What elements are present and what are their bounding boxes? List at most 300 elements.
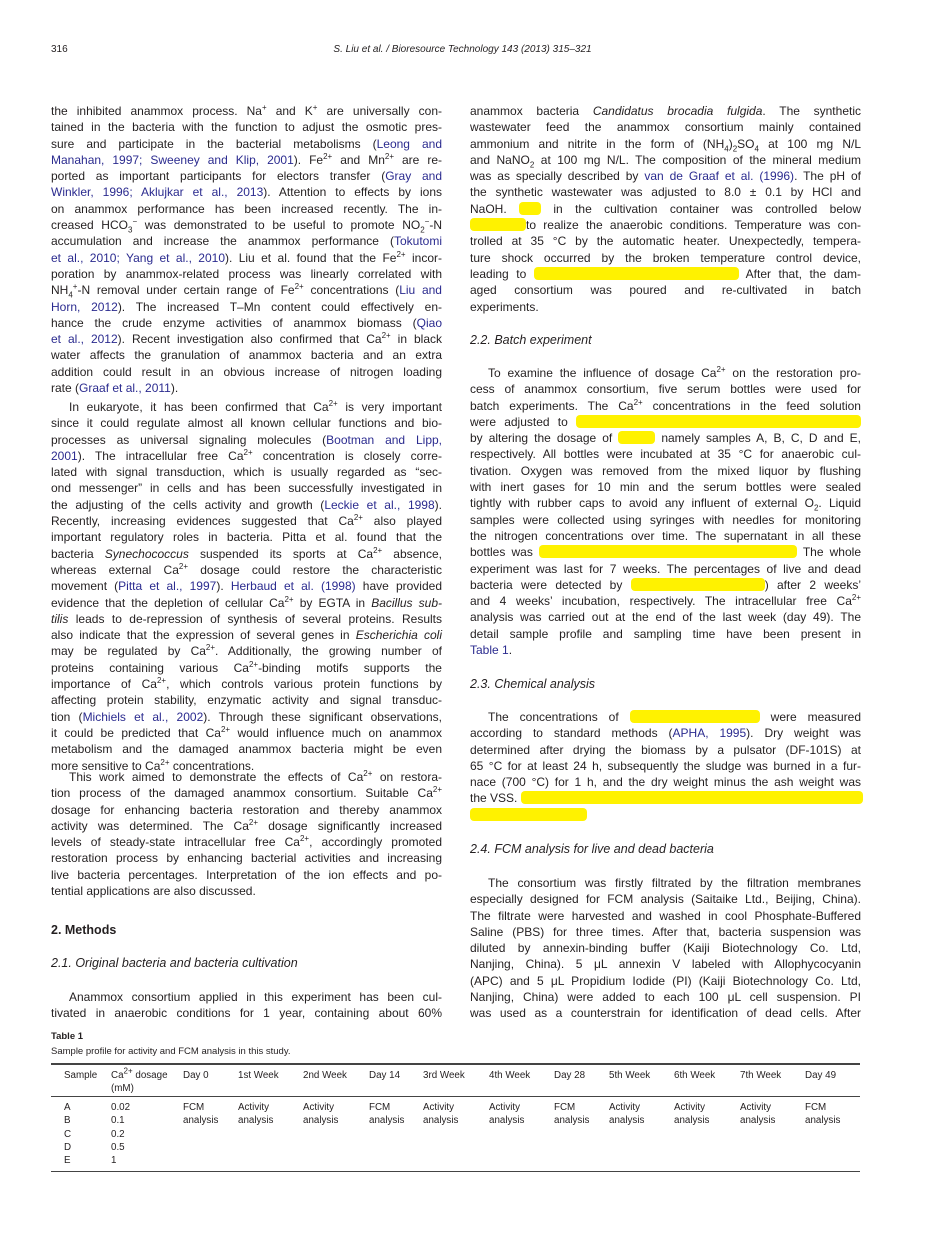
table-cell-analysis: Activity analysis: [303, 1102, 339, 1126]
text-run: important regulatory roles in bacteria. Pitta et al. found that the: [51, 530, 442, 545]
text-line: [51, 611, 442, 627]
text-run: is very important: [337, 400, 443, 414]
text-line: [470, 136, 861, 152]
text-line: [51, 785, 442, 801]
text-line: [51, 480, 442, 496]
text-run: concentration is closely corre-: [252, 448, 442, 463]
text-run: -N: [429, 218, 442, 233]
text-line: [51, 119, 442, 135]
text-run: affecting protein stability, enzymatic activity and signal transduc-: [51, 693, 442, 708]
superscript: 2+: [160, 757, 170, 767]
text-line: [51, 989, 442, 1005]
paragraph-2-1-start: [51, 989, 442, 1022]
italic-text: Escherichia coli: [355, 628, 442, 643]
table-header-time: 1st Week: [238, 1070, 279, 1081]
text-run: may be regulated by Ca: [51, 644, 206, 659]
superscript: −: [424, 217, 430, 227]
text-run: the nitrogen concentrations over time. The supernatant in all these: [470, 528, 861, 543]
text-run: wastewater feed the anammox consortium mainly contained: [470, 120, 861, 135]
dose-unit: (mM): [111, 1083, 134, 1094]
text-run: The whole: [796, 545, 861, 560]
text-line: [51, 595, 442, 611]
text-line: [470, 626, 861, 642]
text-run: absence,: [382, 546, 442, 561]
text-line: [51, 364, 442, 380]
table-title: Table 1: [51, 1031, 84, 1042]
italic-text: Synechococcus: [104, 546, 189, 561]
table-header-time: 3rd Week: [423, 1070, 465, 1081]
text-run: it could be predicted that Ca: [51, 725, 221, 740]
paragraph-intro-2: [51, 399, 442, 774]
text-line: [470, 742, 861, 758]
text-line: [51, 168, 442, 184]
text-line: [470, 924, 861, 940]
table-header-time: 7th Week: [740, 1070, 782, 1081]
table-header-time: Day 14: [369, 1070, 401, 1081]
text-line: [51, 217, 442, 233]
table-cell-analysis: FCM analysis: [554, 1102, 590, 1126]
text-run: -N removal under certain range of Fe: [77, 283, 295, 298]
text-line: [51, 741, 442, 757]
text-run: tion process of the damaged anammox consortium. Suitable Ca: [51, 786, 433, 801]
text-line: [51, 578, 442, 594]
text-run: have provided: [355, 579, 442, 594]
text-run: more sensitive to Ca: [51, 758, 161, 773]
text-line: [470, 561, 861, 577]
text-run: sure and participate in the bacterial metabolisms (: [51, 136, 377, 151]
text-run: concentrations (: [303, 283, 400, 298]
text-run: to realize the anaerobic conditions. Temperature was con-: [526, 218, 861, 233]
text-run: NaOH.: [470, 201, 520, 216]
paragraph-2-1-continued: [470, 103, 861, 315]
table-cell-analysis: Activity analysis: [674, 1102, 710, 1126]
citation-link[interactable]: Leong and: [376, 136, 443, 151]
text-line: [51, 692, 442, 708]
text-line: [470, 119, 861, 135]
text-line: [51, 497, 442, 513]
text-run: since it could regulate almost all known cellular functions and bio-: [51, 416, 442, 431]
superscript: 2+: [178, 561, 188, 571]
text-run: , which controls various protein functions by: [166, 677, 442, 692]
text-line: [51, 399, 442, 415]
table-header-time: 4th Week: [489, 1070, 531, 1081]
highlight-mark: [470, 808, 587, 821]
text-line: [470, 908, 861, 924]
superscript: 2+: [373, 545, 383, 555]
superscript: 2+: [381, 331, 391, 341]
table-cell-analysis: Activity analysis: [238, 1102, 274, 1126]
citation-link[interactable]: van de Graaf et al. (1996): [644, 169, 795, 184]
text-run: the inhibited anammox process. Na: [51, 104, 262, 118]
citation-link[interactable]: Liu and: [399, 283, 442, 298]
text-run: 65 °C for at least 24 h, subsequently the sludge was burned in a fur-: [470, 758, 861, 773]
citation-link[interactable]: Bootman and Lipp,: [326, 432, 442, 447]
table-cell-dose: 0.1: [111, 1115, 125, 1127]
superscript: 2+: [353, 513, 363, 523]
text-run: metabolism and the damaged anammox bacteria might be even: [51, 742, 442, 757]
text-line: [51, 347, 442, 363]
citation-link[interactable]: Michiels et al., 2002: [82, 709, 204, 724]
running-title: S. Liu et al. / Bioresource Technology 143 (2013) 315–321: [333, 44, 592, 55]
text-line: [51, 331, 442, 347]
table-top-rule: [51, 1063, 860, 1065]
text-line: [470, 774, 861, 790]
text-run: addition could result in an obvious increase of nitrogen loading: [51, 364, 442, 379]
text-run: tained in the bacteria with the function to adjust the osmotic pres-: [51, 120, 442, 135]
text-run: (APC) and 5 μL Propidium Iodide (PI) (Kaiji Biotechnology Co. Ltd,: [470, 973, 861, 988]
subscript: 4: [724, 143, 729, 153]
text-line: [51, 152, 442, 168]
text-run: concentrations.: [169, 758, 255, 773]
text-line: [51, 432, 442, 448]
page-number: 316: [51, 44, 68, 55]
text-run: ). Fe: [293, 152, 324, 167]
dose-label-b: dosage: [132, 1070, 168, 1081]
text-line: [470, 544, 861, 560]
text-run: hance the crude enzyme activities of anammox biomass (: [51, 315, 417, 330]
text-line: [470, 725, 861, 741]
highlight-mark: [534, 267, 739, 280]
text-run: experiment was last for 7 weeks. The percentages of live and dead: [470, 561, 861, 576]
citation-link[interactable]: 2001: [51, 448, 78, 463]
text-run: whereas external Ca: [51, 562, 179, 577]
subscript: 2: [529, 160, 535, 170]
text-run: . Liquid: [818, 496, 861, 511]
superscript: 2+: [248, 817, 259, 827]
text-run: experiments.: [470, 299, 539, 314]
text-run: ).: [216, 579, 231, 594]
table-cell-sample: A: [64, 1102, 71, 1113]
text-run: and 4 weeks’ incubation, respectively. The intracellular free Ca: [470, 594, 852, 609]
text-line: [470, 446, 861, 462]
superscript: 2+: [323, 151, 333, 161]
text-run: in the cultivation container was controlled below: [541, 201, 861, 216]
text-line: [470, 103, 861, 119]
text-run: . Additionally, the growing number of: [215, 644, 442, 659]
text-run: lated with signal transduction, which is usually regarded as “sec-: [51, 465, 442, 480]
paragraph-intro-3: [51, 769, 442, 899]
text-run: bacteria were detected by: [470, 577, 631, 592]
text-run: .: [508, 643, 513, 658]
text-run: in black: [390, 332, 442, 347]
text-run: movement (: [51, 579, 119, 594]
citation-link[interactable]: et al., 2012: [51, 332, 118, 347]
text-line: [51, 136, 442, 152]
text-run: and NaNO: [470, 152, 530, 167]
highlight-mark: [519, 202, 541, 215]
text-line: [470, 184, 861, 200]
text-line: [470, 940, 861, 956]
text-line: [51, 448, 442, 464]
highlight-mark: [521, 791, 863, 804]
highlight-mark: [539, 545, 797, 558]
superscript: 2+: [384, 151, 395, 161]
text-line: [470, 299, 861, 315]
table-cell-sample: B: [64, 1115, 71, 1127]
table-cell-dose: 1: [111, 1155, 117, 1167]
citation-link[interactable]: Gray and: [385, 169, 443, 184]
text-line: [51, 802, 442, 818]
text-line: [51, 529, 442, 545]
text-line: [51, 282, 442, 298]
text-line: [51, 513, 442, 529]
table-header-sample: Sample: [64, 1070, 98, 1081]
highlight-mark: [631, 578, 765, 591]
table-header-time: 5th Week: [609, 1070, 651, 1081]
subsection-heading-2-2: 2.2. Batch experiment: [470, 333, 592, 347]
text-run: concentrations in the feed solution: [642, 398, 861, 413]
highlight-mark: [630, 710, 760, 723]
text-run: on anammox performance has been increased recently. The in-: [51, 201, 442, 216]
paragraph-intro-1: [51, 103, 442, 396]
table-bottom-rule: [51, 1171, 860, 1172]
text-run: dosage significantly increased: [258, 818, 442, 833]
citation-link[interactable]: Winkler, 1996; Aklujkar et al., 2013: [51, 185, 264, 200]
text-run: the adjusting of the cells activity and growth (: [51, 497, 325, 512]
paragraph-2-2: [470, 365, 861, 658]
subscript: 2: [420, 225, 425, 235]
superscript: 2+: [156, 676, 167, 686]
text-line: [470, 381, 861, 397]
text-line: [470, 1005, 861, 1021]
text-run: namely samples A, B, C, D and E,: [655, 431, 862, 446]
superscript: +: [72, 282, 78, 292]
text-run: leading to: [470, 266, 534, 281]
text-line: [470, 398, 861, 414]
subscript: 4: [68, 290, 73, 300]
text-run: at 100 mg N/L: [758, 136, 861, 151]
text-run: ). Liu et al. found that the Fe: [225, 250, 397, 265]
citation-link[interactable]: Tokutomi: [393, 234, 442, 249]
text-line: [51, 818, 442, 834]
text-run: The consortium was firstly filtrated by the filtration membranes: [488, 876, 861, 890]
citation-link[interactable]: Manahan, 1997; Sweeney and Klip, 2001: [51, 152, 294, 167]
text-run: Nanjing, China). 5 μL annexin V labeled with Allophycocyanin: [470, 957, 861, 972]
superscript: 2+: [396, 249, 406, 259]
text-line: [51, 546, 442, 562]
text-line: [470, 152, 861, 168]
citation-link[interactable]: Pitta et al., 1997: [118, 579, 217, 594]
text-run: SO: [737, 136, 755, 151]
text-line: [470, 201, 861, 217]
text-line: [470, 875, 861, 891]
text-run: Recently, increasing evidences suggested that Ca: [51, 514, 354, 529]
subscript: 2: [732, 143, 738, 153]
text-run: trolled at 35 °C by the automatic heater. Unexpectedly, tempera-: [470, 234, 861, 249]
text-run: tential applications are also discussed.: [51, 884, 256, 899]
text-line: [470, 512, 861, 528]
text-run: by altering the dosage of: [470, 431, 619, 446]
text-line: [51, 250, 442, 266]
text-run: processes as universal signaling molecules (: [51, 432, 327, 447]
text-run: batch experiments. The Ca: [470, 398, 634, 413]
text-run: nace (700 °C) for 1 h, and the dry weight minus the ash weight was: [470, 775, 861, 790]
text-run: In eukaryote, it has been confirmed that Ca: [69, 400, 329, 414]
superscript: 2+: [248, 659, 259, 669]
text-run: ). Dry weight was: [746, 726, 861, 741]
text-run: with inert gases for 10 min and the serum bottles were sealed: [470, 480, 861, 495]
table-cell-analysis: FCM analysis: [183, 1102, 219, 1126]
text-run: aged consortium was poured and re-cultivated in batch: [470, 283, 861, 298]
text-run: ).: [170, 381, 179, 396]
text-run: dosage could restore the characteristic: [188, 562, 442, 577]
citation-link[interactable]: Leckie et al., 1998: [324, 497, 435, 512]
table-cell-analysis: FCM analysis: [369, 1102, 405, 1126]
text-run: cess of anammox consortium, five serum bottles were used for: [470, 382, 861, 397]
text-run: bacteria: [51, 546, 105, 561]
citation-link[interactable]: APHA, 1995: [672, 726, 747, 741]
text-run: are universally con-: [317, 104, 442, 118]
text-run: ). Through these significant observations,: [203, 709, 442, 724]
text-run: To examine the influence of dosage Ca: [488, 366, 717, 380]
text-line: [51, 676, 442, 692]
text-line: [51, 299, 442, 315]
text-run: ported as important participants for electors transfer (: [51, 169, 386, 184]
text-run: was used as a counterstrain for identification of dead cells. After: [470, 1006, 861, 1021]
paragraph-2-3: [470, 709, 861, 823]
subsection-heading-2-1: 2.1. Original bacteria and bacteria cultivation: [51, 956, 298, 970]
text-run: ). The increased T–Mn content could effectively en-: [117, 299, 442, 314]
text-run: NH: [51, 283, 69, 298]
text-line: [51, 660, 442, 676]
subscript: 4: [754, 143, 759, 153]
dose-sup: 2+: [123, 1066, 133, 1076]
superscript: 2+: [284, 594, 294, 604]
text-run: . The pH of: [794, 169, 861, 184]
text-line: [470, 250, 861, 266]
text-run: . The synthetic: [762, 104, 861, 118]
text-line: [51, 834, 442, 850]
text-run: Nanjing, China) were added to each 100 μL cell suspension. PI: [470, 990, 861, 1005]
text-line: [470, 217, 861, 233]
text-line: [470, 609, 861, 625]
text-run: also played: [362, 514, 442, 529]
text-run: evidence that the depletion of cellular Ca: [51, 595, 285, 610]
text-run: tivated in anaerobic conditions for 1 year, containing about 60%: [51, 1006, 442, 1021]
text-run: diluted by annexin-binding buffer (Kaiji Biotechnology Co. Ltd,: [470, 941, 861, 956]
text-run: After that, the dam-: [738, 266, 861, 281]
text-run: leads to de-repression of synthesis of several proteins. Results: [68, 611, 442, 626]
text-run: proteins containing various Ca: [51, 660, 249, 675]
text-run: ). Attention to effects by ions: [263, 185, 442, 200]
text-run: bottles was: [470, 545, 539, 560]
text-run: The filtrate were harvested and washed in cool Phosphate-Buffered: [470, 908, 861, 923]
text-line: [51, 867, 442, 883]
text-run: Anammox consortium applied in this experiment has been cul-: [69, 990, 442, 1004]
text-line: [470, 528, 861, 544]
text-line: [51, 266, 442, 282]
text-line: [51, 643, 442, 659]
text-run: tightly with rubber caps to avoid any influent of external O: [470, 496, 814, 511]
text-run: creased HCO: [51, 218, 128, 233]
text-line: [51, 1005, 442, 1021]
text-line: [470, 463, 861, 479]
text-run: were measured: [759, 710, 861, 724]
table-cell-analysis: Activity analysis: [609, 1102, 645, 1126]
text-run: restoration process by enhancing bacterial activities and increasing: [51, 851, 442, 866]
text-run: respectively. All bottles were incubated at 35 °C for anaerobic cul-: [470, 447, 861, 462]
citation-link[interactable]: Graaf et al., 2011: [79, 381, 171, 396]
text-line: [470, 593, 861, 609]
text-run: also indicate that the expression of several genes in: [51, 628, 356, 643]
table-header-time: Day 49: [805, 1070, 837, 1081]
text-run: incor-: [405, 250, 442, 265]
citation-link[interactable]: Herbaud et al. (1998): [230, 579, 356, 594]
text-run: are re-: [394, 152, 442, 167]
text-line: [51, 709, 442, 725]
text-line: [51, 233, 442, 249]
text-line: [51, 415, 442, 431]
text-line: [470, 758, 861, 774]
text-run: on restora-: [372, 770, 443, 784]
italic-text: Candidatus brocadia fulgida: [592, 104, 763, 118]
text-line: [470, 282, 861, 298]
text-run: ) after 2 weeks’: [764, 577, 861, 592]
text-line: [470, 989, 861, 1005]
highlight-mark: [618, 431, 655, 444]
subscript: 2: [813, 503, 819, 513]
text-run: according to standard methods (: [470, 726, 673, 741]
text-run: would influence much on anammox: [230, 725, 443, 740]
text-line: [51, 627, 442, 643]
citation-link[interactable]: Horn, 2012: [51, 299, 118, 314]
text-line: [470, 266, 861, 282]
text-line: [51, 184, 442, 200]
highlight-mark: [470, 218, 526, 231]
text-run: ).: [434, 497, 442, 512]
text-run: analysis was carried out at the end of the last week (day 49). The: [470, 610, 861, 625]
text-run: The concentrations of: [488, 710, 630, 724]
text-run: on the restoration pro-: [725, 366, 861, 380]
text-line: [51, 562, 442, 578]
citation-link[interactable]: Table 1: [470, 643, 509, 658]
text-run: determined after drying the biomass by a pulsator (DF-101S) at: [470, 742, 861, 757]
text-run: ammonium and nitrite in the form of (NH: [470, 136, 725, 151]
text-line: [51, 315, 442, 331]
superscript: 2+: [220, 724, 231, 734]
text-run: by EGTA in: [293, 595, 372, 610]
text-line: [51, 769, 442, 785]
citation-link[interactable]: et al., 2010; Yang et al., 2010: [51, 250, 225, 265]
text-run: at 100 mg N/L. The composition of the mineral medium: [534, 152, 861, 167]
table-header-rule: [51, 1096, 860, 1097]
superscript: 2+: [294, 282, 304, 292]
text-run: Saline (PBS) for three times. After that, bacteria suspension was: [470, 924, 861, 939]
text-line: [470, 233, 861, 249]
text-run: anammox bacteria: [470, 104, 593, 118]
table-header-time: Day 0: [183, 1070, 209, 1081]
table-cell-analysis: Activity analysis: [423, 1102, 459, 1126]
superscript: 2+: [633, 397, 643, 407]
text-run: This work aimed to demonstrate the effects of Ca: [69, 770, 364, 784]
table-header-time: 6th Week: [674, 1070, 716, 1081]
table-cell-analysis: Activity analysis: [489, 1102, 525, 1126]
text-run: -binding motifs supports the: [258, 660, 442, 675]
citation-link[interactable]: Qiao: [416, 315, 442, 330]
text-run: ). Recent investigation also confirmed that Ca: [117, 332, 382, 347]
paragraph-2-4: [470, 875, 861, 1022]
text-run: and Mn: [332, 152, 385, 167]
text-run: the VSS.: [470, 791, 521, 806]
text-run: live bacteria percentages. Interpretation of the ion effects and po-: [51, 867, 442, 882]
text-line: [470, 414, 861, 430]
text-line: [51, 380, 442, 396]
text-line: [51, 201, 442, 217]
italic-text: Bacillus sub-: [371, 595, 443, 610]
table-cell-sample: C: [64, 1128, 72, 1140]
text-line: [470, 891, 861, 907]
superscript: +: [312, 103, 318, 112]
